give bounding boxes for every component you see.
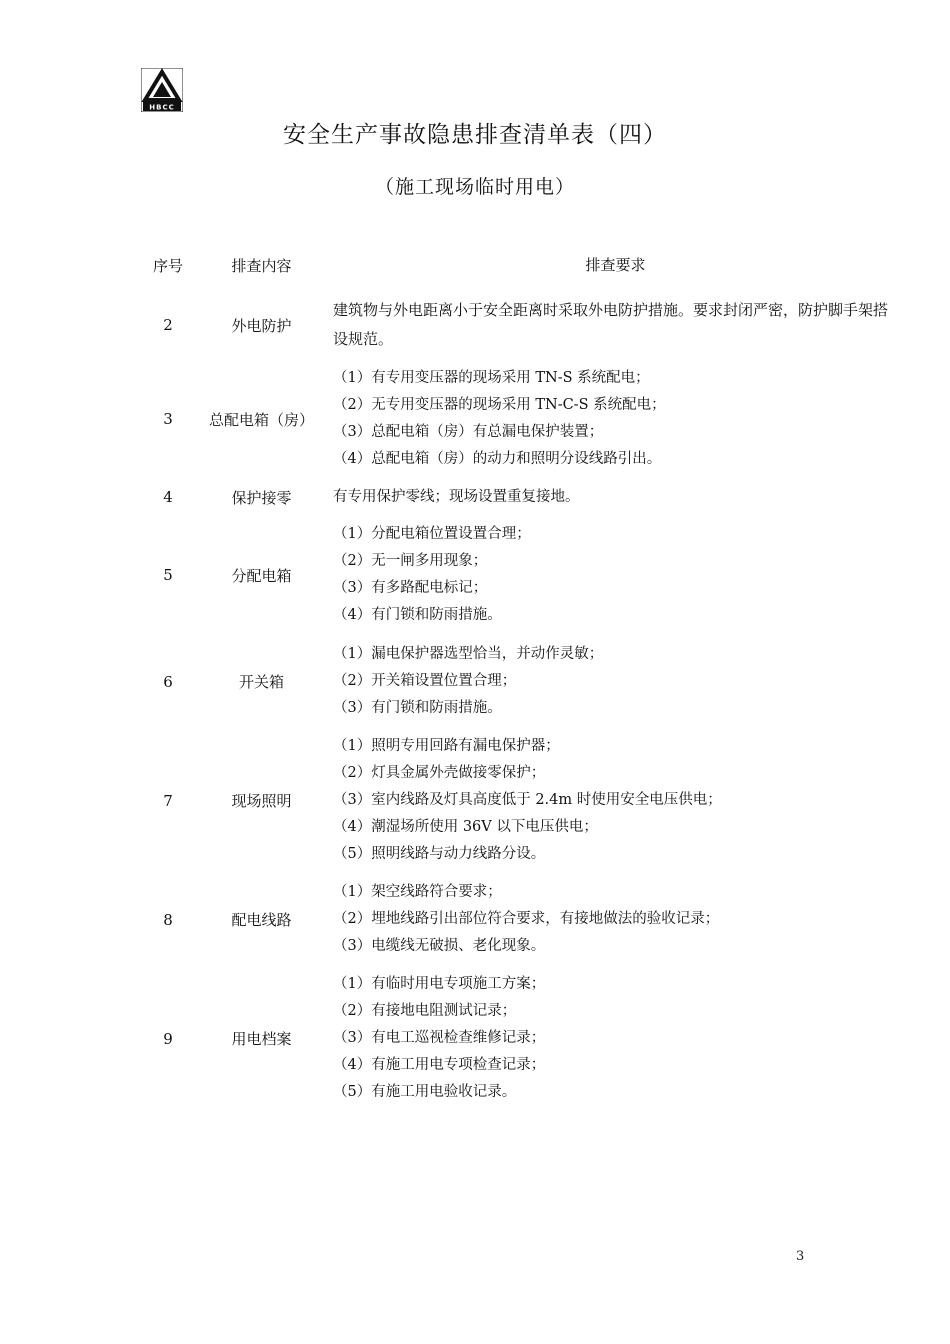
requirement-line: （4）有门锁和防雨措施。 (333, 607, 502, 623)
requirement-line: （4）有施工用电专项检查记录； (333, 1057, 546, 1073)
table-header-row (138, 250, 898, 280)
row-item: 外电防护 (231, 316, 292, 335)
requirement-line: （2）有接地电阻测试记录； (333, 1003, 517, 1019)
inspection-table (138, 250, 898, 1107)
row-number: 6 (163, 672, 173, 691)
row-requirement (325, 879, 898, 960)
requirement-line: （2）无一闸多用现象； (333, 553, 488, 569)
row-number: 7 (163, 791, 173, 810)
requirement-line: （3）有门锁和防雨措施。 (333, 700, 502, 716)
row-item: 配电线路 (231, 911, 292, 929)
requirement-line: （2）灯具金属外壳做接零保护； (333, 765, 546, 781)
row-number: 9 (163, 1029, 173, 1048)
row-requirement (325, 971, 898, 1106)
table-row (138, 364, 898, 474)
row-item: 保护接零 (231, 488, 292, 507)
requirement-line: （3）有多路配电标记； (333, 580, 488, 596)
requirement-line: （3）有电工巡视检查维修记录； (333, 1030, 546, 1046)
row-number: 2 (163, 316, 173, 334)
requirement-line: （1）有临时用电专项施工方案； (333, 976, 546, 992)
requirement-line: （4）总配电箱（房）的动力和照明分设线路引出。 (333, 451, 662, 467)
table-row (138, 878, 898, 961)
header-no: 序号 (152, 256, 183, 275)
row-item: 总配电箱（房） (208, 410, 314, 429)
requirement-line: （2）开关箱设置位置合理； (333, 673, 517, 689)
table-row (138, 640, 898, 723)
table-row (138, 296, 898, 354)
requirement-line: （1）架空线路符合要求； (333, 884, 502, 900)
row-item: 现场照明 (231, 792, 292, 810)
requirement-line: 有专用保护零线；现场设置重复接地。 (333, 488, 580, 505)
row-number: 5 (163, 566, 173, 584)
requirement-line: （2）埋地线路引出部位符合要求，有接地做法的验收记录； (333, 911, 720, 927)
row-item: 分配电箱 (231, 566, 292, 585)
row-requirement (325, 641, 898, 722)
table-row (138, 483, 898, 511)
row-requirement (325, 484, 898, 511)
requirement-line: （3）室内线路及灯具高度低于 2.4m 时使用安全电压供电； (333, 792, 722, 808)
table-body (138, 296, 898, 1107)
table-row (138, 970, 898, 1107)
row-requirement (325, 365, 898, 473)
requirement-line: （5）有施工用电验收记录。 (333, 1084, 517, 1100)
svg-text:HBCC: HBCC (149, 103, 175, 112)
document-title: 安全生产事故隐患排查清单表（四） (283, 122, 667, 148)
row-requirement (325, 521, 898, 629)
page-number: 3 (796, 1249, 805, 1264)
requirement-line: （4）潮湿场所使用 36V 以下电压供电； (333, 819, 598, 835)
requirement-line: （1）有专用变压器的现场采用 TN-S 系统配电； (333, 370, 650, 386)
document-subtitle: （施工现场临时用电） (374, 176, 575, 198)
requirement-line: （2）无专用变压器的现场采用 TN-C-S 系统配电； (333, 397, 666, 413)
header-item: 排查内容 (231, 256, 292, 275)
requirement-paragraph: 建筑物与外电距离小于安全距离时采取外电防护措施。要求封闭严密，防护脚手架搭设规范。 (333, 301, 889, 348)
requirement-line: （1）照明专用回路有漏电保护器； (333, 738, 560, 754)
table-row (138, 732, 898, 869)
requirement-line: （5）照明线路与动力线路分设。 (333, 846, 546, 862)
row-item: 用电档案 (231, 1030, 292, 1048)
row-number: 8 (163, 910, 173, 929)
header-requirement: 排查要求 (585, 255, 646, 274)
requirement-line: （3）总配电箱（房）有总漏电保护装置； (333, 424, 604, 440)
requirement-line: （1）漏电保护器选型恰当，并动作灵敏； (333, 646, 604, 662)
row-requirement (325, 733, 898, 868)
requirement-line: （1）分配电箱位置设置合理； (333, 526, 531, 542)
row-item: 开关箱 (238, 673, 284, 691)
row-number: 3 (163, 410, 173, 428)
row-requirement (325, 296, 898, 354)
table-row (138, 520, 898, 630)
row-number: 4 (163, 488, 173, 506)
company-logo (141, 68, 183, 112)
requirement-line: （3）电缆线无破损、老化现象。 (333, 938, 546, 954)
